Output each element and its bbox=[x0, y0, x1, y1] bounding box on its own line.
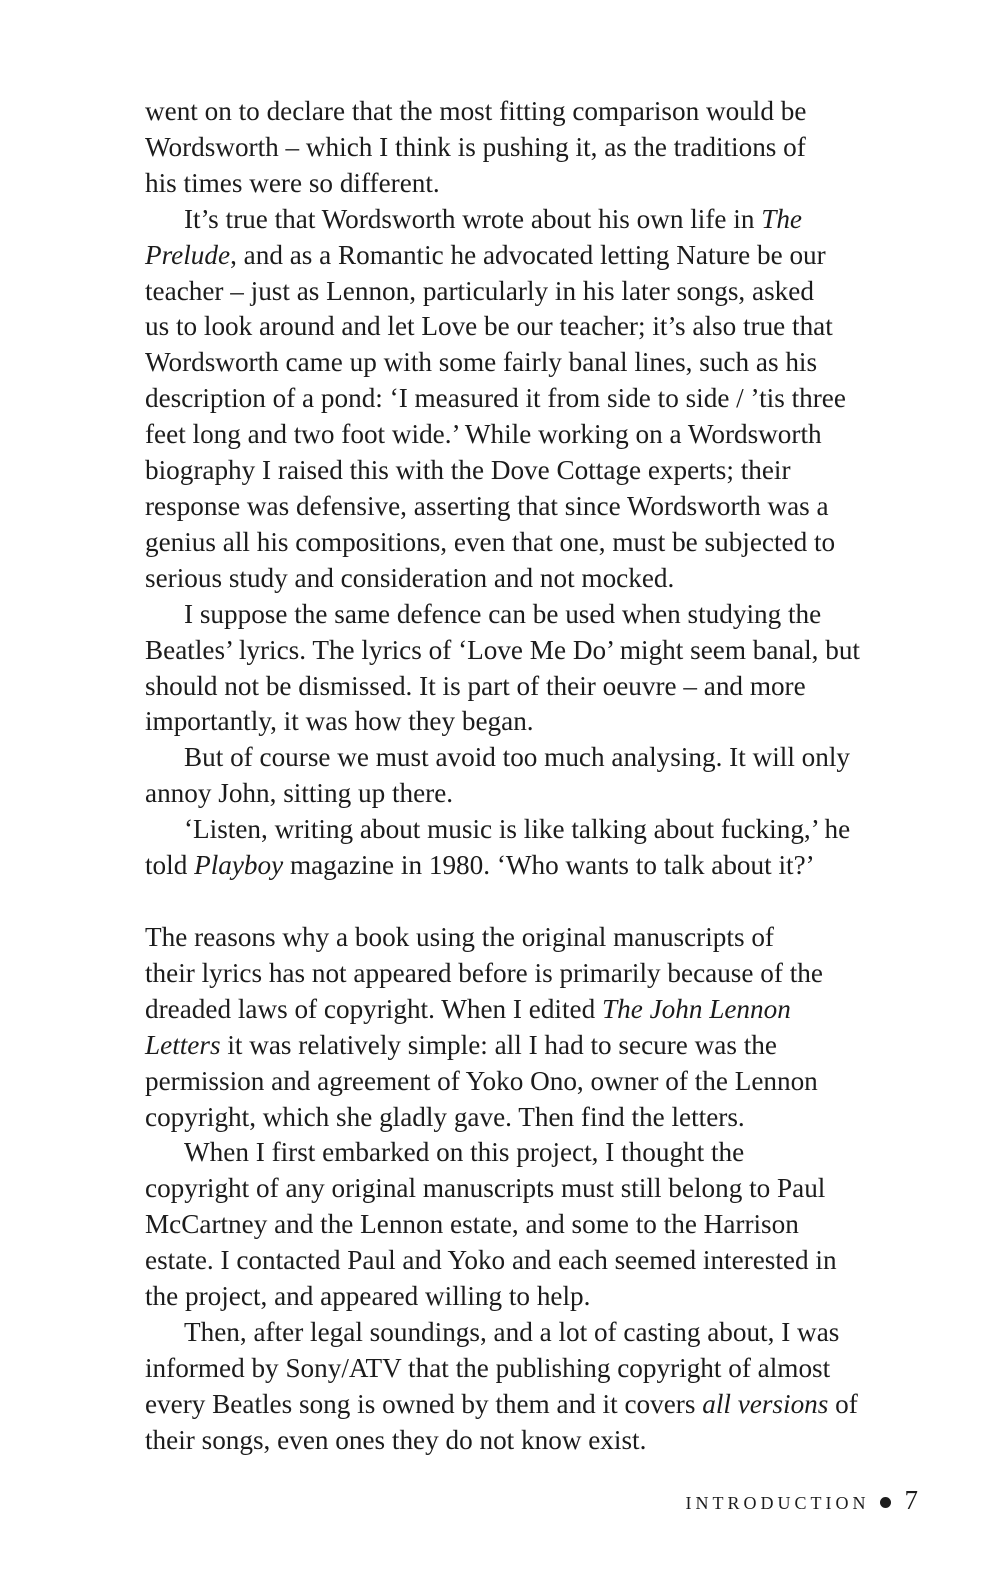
text-line bbox=[145, 776, 910, 812]
text-run: When I first embarked on this project, I thought the bbox=[184, 1137, 745, 1168]
text-line bbox=[145, 1351, 910, 1387]
text-line bbox=[145, 489, 910, 525]
text-run: ‘Listen, writing about music is like talking about fucking,’ he bbox=[184, 814, 851, 845]
text-line bbox=[145, 1243, 910, 1279]
text-run: went on to declare that the most fitting comparison would be bbox=[145, 96, 807, 126]
text-line bbox=[145, 561, 910, 597]
text-line bbox=[145, 345, 910, 381]
text-run: It’s true that Wordsworth wrote about his own life in bbox=[184, 203, 762, 234]
text-line bbox=[145, 812, 910, 848]
text-line bbox=[145, 1207, 910, 1243]
text-line bbox=[145, 1423, 910, 1459]
text-run: Beatles’ lyrics. The lyrics of ‘Love Me Do’ might seem banal, but bbox=[145, 634, 860, 665]
text-line bbox=[145, 1315, 910, 1351]
text-run: The reasons why a book using the original manuscripts of bbox=[145, 922, 774, 952]
text-line bbox=[145, 740, 910, 776]
text-run: McCartney and the Lennon estate, and some to the Harrison bbox=[145, 1209, 799, 1240]
text-run: their songs, even ones they do not know exist. bbox=[145, 1424, 647, 1455]
text-run: permission and agreement of Yoko Ono, owner of the Lennon bbox=[145, 1065, 818, 1096]
text-run: I suppose the same defence can be used when studying the bbox=[184, 598, 822, 629]
text-run: it was relatively simple: all I had to secure was the bbox=[220, 1029, 777, 1060]
text-run: their lyrics has not appeared before is primarily because of the bbox=[145, 957, 823, 988]
text-run: should not be dismissed. It is part of their oeuvre – and more bbox=[145, 670, 806, 701]
text-run: Wordsworth – which I think is pushing it, as the traditions of bbox=[145, 131, 806, 162]
text-run: his times were so different. bbox=[145, 167, 440, 198]
text-line bbox=[145, 309, 910, 345]
text-run: every Beatles song is owned by them and it covers bbox=[145, 1388, 703, 1419]
text-run: importantly, it was how they began. bbox=[145, 706, 534, 737]
text-run: dreaded laws of copyright. When I edited bbox=[145, 993, 602, 1024]
text-line bbox=[145, 94, 910, 130]
italic-text: The John Lennon bbox=[602, 993, 791, 1024]
text-run: us to look around and let Love be our teacher; it’s also true that bbox=[145, 311, 833, 342]
text-run: copyright, which she gladly gave. Then find the letters. bbox=[145, 1101, 745, 1132]
text-line bbox=[145, 1064, 910, 1100]
text-run: genius all his compositions, even that one, must be subjected to bbox=[145, 526, 836, 557]
body-text-section-1 bbox=[145, 94, 910, 884]
text-line bbox=[145, 381, 910, 417]
text-line bbox=[145, 130, 910, 166]
section-title: INTRODUCTION bbox=[685, 1493, 870, 1513]
italic-text: all versions bbox=[702, 1388, 829, 1419]
page-number: 7 bbox=[904, 1485, 918, 1515]
bullet-icon bbox=[880, 1497, 891, 1508]
text-line bbox=[145, 1279, 910, 1315]
text-run: response was defensive, asserting that since Wordsworth was a bbox=[145, 490, 829, 521]
text-line bbox=[145, 597, 910, 633]
text-line bbox=[145, 1028, 910, 1064]
text-line bbox=[145, 633, 910, 669]
text-line bbox=[145, 238, 910, 274]
text-run: Then, after legal soundings, and a lot of casting about, I was bbox=[184, 1316, 840, 1347]
text-run: the project, and appeared willing to help. bbox=[145, 1281, 591, 1312]
text-line bbox=[145, 202, 910, 238]
text-run: feet long and two foot wide.’ While working on a Wordsworth bbox=[145, 419, 822, 450]
running-footer bbox=[686, 1485, 918, 1516]
text-run: annoy John, sitting up there. bbox=[145, 778, 454, 809]
text-run: of bbox=[828, 1388, 858, 1419]
text-line bbox=[145, 1171, 910, 1207]
text-line bbox=[145, 848, 910, 884]
text-line bbox=[145, 453, 910, 489]
text-run: biography I raised this with the Dove Cottage experts; their bbox=[145, 455, 791, 486]
text-line bbox=[145, 166, 910, 202]
text-line bbox=[145, 417, 910, 453]
text-run: description of a pond: ‘I measured it from side to side / ’tis three bbox=[145, 383, 846, 414]
body-text-section-2 bbox=[145, 920, 910, 1459]
text-run: But of course we must avoid too much analysing. It will only bbox=[184, 742, 851, 773]
text-run: estate. I contacted Paul and Yoko and each seemed interested in bbox=[145, 1245, 837, 1276]
text-run: , and as a Romantic he advocated letting Nature be our bbox=[230, 239, 826, 270]
text-run: teacher – just as Lennon, particularly in his later songs, asked bbox=[145, 275, 814, 306]
text-line bbox=[145, 525, 910, 561]
italic-text: Prelude bbox=[145, 239, 231, 270]
text-line bbox=[145, 920, 910, 956]
text-run: told bbox=[145, 850, 195, 881]
text-run: Wordsworth came up with some fairly banal lines, such as his bbox=[145, 347, 818, 378]
text-line bbox=[145, 669, 910, 705]
text-line bbox=[145, 1135, 910, 1171]
text-line bbox=[145, 956, 910, 992]
text-line bbox=[145, 704, 910, 740]
italic-text: The bbox=[761, 203, 802, 234]
text-run: serious study and consideration and not mocked. bbox=[145, 562, 675, 593]
text-line bbox=[145, 992, 910, 1028]
text-run: magazine in 1980. ‘Who wants to talk about it?’ bbox=[283, 850, 815, 881]
text-run: informed by Sony/ATV that the publishing copyright of almost bbox=[145, 1352, 831, 1383]
text-line bbox=[145, 1100, 910, 1136]
text-run: copyright of any original manuscripts must still belong to Paul bbox=[145, 1173, 826, 1204]
italic-text: Playboy bbox=[194, 850, 284, 881]
text-line bbox=[145, 274, 910, 310]
italic-text: Letters bbox=[145, 1029, 221, 1060]
text-line bbox=[145, 1387, 910, 1423]
